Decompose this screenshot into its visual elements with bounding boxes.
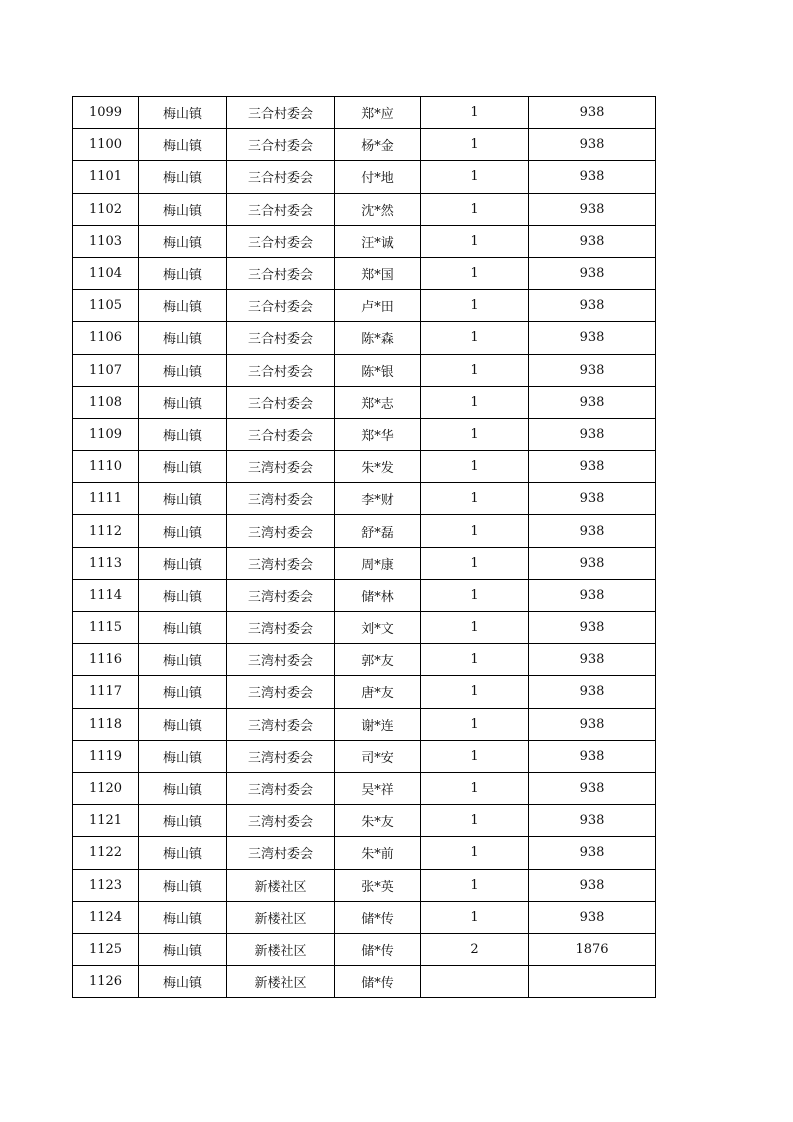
name-cell: 周*康 [335,547,421,579]
count-cell: 1 [421,676,529,708]
row-number-cell: 1114 [73,579,139,611]
table-row [73,322,656,354]
row-number-cell: 1125 [73,933,139,965]
row-number-cell: 1122 [73,837,139,869]
village-cell: 三湾村委会 [227,837,335,869]
village-cell: 新楼社区 [227,901,335,933]
village-cell: 三合村委会 [227,97,335,129]
table-row [73,257,656,289]
amount-cell: 1876 [529,933,656,965]
town-cell: 梅山镇 [139,257,227,289]
table-row [73,483,656,515]
amount-cell: 938 [529,515,656,547]
name-cell: 谢*连 [335,708,421,740]
table-row [73,386,656,418]
row-number-cell: 1105 [73,290,139,322]
village-cell: 三合村委会 [227,354,335,386]
row-number-cell: 1118 [73,708,139,740]
name-cell: 储*传 [335,966,421,998]
town-cell: 梅山镇 [139,612,227,644]
count-cell: 2 [421,933,529,965]
town-cell: 梅山镇 [139,933,227,965]
table-row [73,547,656,579]
row-number-cell: 1117 [73,676,139,708]
amount-cell: 938 [529,322,656,354]
table-row [73,418,656,450]
table-row [73,290,656,322]
village-cell: 三湾村委会 [227,644,335,676]
count-cell: 1 [421,129,529,161]
count-cell: 1 [421,322,529,354]
row-number-cell: 1126 [73,966,139,998]
town-cell: 梅山镇 [139,129,227,161]
beneficiary-table [72,96,656,998]
name-cell: 朱*友 [335,805,421,837]
town-cell: 梅山镇 [139,837,227,869]
count-cell: 1 [421,483,529,515]
village-cell: 三合村委会 [227,161,335,193]
table-row [73,869,656,901]
amount-cell: 938 [529,708,656,740]
count-cell: 1 [421,869,529,901]
name-cell: 张*英 [335,869,421,901]
row-number-cell: 1099 [73,97,139,129]
name-cell: 司*安 [335,740,421,772]
table-row [73,805,656,837]
town-cell: 梅山镇 [139,354,227,386]
town-cell: 梅山镇 [139,708,227,740]
name-cell: 唐*友 [335,676,421,708]
village-cell: 三合村委会 [227,418,335,450]
amount-cell: 938 [529,225,656,257]
town-cell: 梅山镇 [139,740,227,772]
amount-cell: 938 [529,386,656,418]
count-cell: 1 [421,225,529,257]
table-row [73,837,656,869]
village-cell: 三湾村委会 [227,708,335,740]
table-body [73,97,656,998]
amount-cell: 938 [529,805,656,837]
village-cell: 三湾村委会 [227,483,335,515]
town-cell: 梅山镇 [139,547,227,579]
name-cell: 刘*文 [335,612,421,644]
amount-cell: 938 [529,869,656,901]
count-cell: 1 [421,740,529,772]
row-number-cell: 1100 [73,129,139,161]
row-number-cell: 1120 [73,772,139,804]
name-cell: 吴*祥 [335,772,421,804]
village-cell: 三合村委会 [227,257,335,289]
village-cell: 三湾村委会 [227,805,335,837]
count-cell: 1 [421,193,529,225]
table-row [73,579,656,611]
town-cell: 梅山镇 [139,451,227,483]
name-cell: 郑*华 [335,418,421,450]
table-row [73,772,656,804]
name-cell: 付*地 [335,161,421,193]
amount-cell: 938 [529,837,656,869]
village-cell: 三湾村委会 [227,740,335,772]
amount-cell: 938 [529,676,656,708]
count-cell: 1 [421,644,529,676]
count-cell: 1 [421,354,529,386]
count-cell: 1 [421,547,529,579]
amount-cell: 938 [529,354,656,386]
count-cell: 1 [421,161,529,193]
table-row [73,612,656,644]
amount-cell: 938 [529,740,656,772]
town-cell: 梅山镇 [139,161,227,193]
village-cell: 三湾村委会 [227,579,335,611]
name-cell: 沈*然 [335,193,421,225]
town-cell: 梅山镇 [139,418,227,450]
count-cell: 1 [421,837,529,869]
amount-cell: 938 [529,451,656,483]
village-cell: 三合村委会 [227,322,335,354]
row-number-cell: 1119 [73,740,139,772]
count-cell: 1 [421,708,529,740]
village-cell: 新楼社区 [227,869,335,901]
amount-cell: 938 [529,901,656,933]
count-cell: 1 [421,515,529,547]
count-cell: 1 [421,418,529,450]
row-number-cell: 1124 [73,901,139,933]
name-cell: 朱*前 [335,837,421,869]
village-cell: 新楼社区 [227,966,335,998]
table-row [73,161,656,193]
name-cell: 郑*应 [335,97,421,129]
amount-cell: 938 [529,193,656,225]
count-cell: 1 [421,612,529,644]
row-number-cell: 1110 [73,451,139,483]
village-cell: 三湾村委会 [227,451,335,483]
row-number-cell: 1106 [73,322,139,354]
count-cell: 1 [421,772,529,804]
row-number-cell: 1113 [73,547,139,579]
count-cell: 1 [421,97,529,129]
name-cell: 储*林 [335,579,421,611]
table-row [73,354,656,386]
town-cell: 梅山镇 [139,772,227,804]
town-cell: 梅山镇 [139,225,227,257]
amount-cell: 938 [529,418,656,450]
count-cell: 1 [421,386,529,418]
table-row [73,933,656,965]
amount-cell: 938 [529,161,656,193]
name-cell: 朱*发 [335,451,421,483]
town-cell: 梅山镇 [139,515,227,547]
count-cell: 1 [421,257,529,289]
row-number-cell: 1116 [73,644,139,676]
town-cell: 梅山镇 [139,193,227,225]
row-number-cell: 1123 [73,869,139,901]
town-cell: 梅山镇 [139,290,227,322]
town-cell: 梅山镇 [139,805,227,837]
row-number-cell: 1104 [73,257,139,289]
table-row [73,644,656,676]
town-cell: 梅山镇 [139,483,227,515]
amount-cell: 938 [529,97,656,129]
table-row [73,901,656,933]
row-number-cell: 1101 [73,161,139,193]
row-number-cell: 1115 [73,612,139,644]
row-number-cell: 1102 [73,193,139,225]
village-cell: 三湾村委会 [227,772,335,804]
row-number-cell: 1108 [73,386,139,418]
count-cell: 1 [421,290,529,322]
village-cell: 三合村委会 [227,386,335,418]
amount-cell: 938 [529,612,656,644]
table-row [73,97,656,129]
amount-cell [529,966,656,998]
name-cell: 李*财 [335,483,421,515]
village-cell: 三湾村委会 [227,612,335,644]
name-cell: 汪*诚 [335,225,421,257]
table-row [73,740,656,772]
amount-cell: 938 [529,579,656,611]
amount-cell: 938 [529,290,656,322]
town-cell: 梅山镇 [139,97,227,129]
name-cell: 储*传 [335,901,421,933]
table-row [73,515,656,547]
town-cell: 梅山镇 [139,676,227,708]
town-cell: 梅山镇 [139,386,227,418]
table-row [73,676,656,708]
table-row [73,129,656,161]
town-cell: 梅山镇 [139,644,227,676]
village-cell: 三湾村委会 [227,515,335,547]
village-cell: 三合村委会 [227,129,335,161]
count-cell: 1 [421,451,529,483]
row-number-cell: 1103 [73,225,139,257]
name-cell: 陈*银 [335,354,421,386]
amount-cell: 938 [529,129,656,161]
village-cell: 三合村委会 [227,290,335,322]
count-cell: 1 [421,579,529,611]
name-cell: 卢*田 [335,290,421,322]
row-number-cell: 1121 [73,805,139,837]
name-cell: 郑*志 [335,386,421,418]
town-cell: 梅山镇 [139,869,227,901]
amount-cell: 938 [529,772,656,804]
row-number-cell: 1111 [73,483,139,515]
table-row [73,708,656,740]
amount-cell: 938 [529,483,656,515]
name-cell: 陈*森 [335,322,421,354]
row-number-cell: 1107 [73,354,139,386]
count-cell: 1 [421,901,529,933]
table-row [73,451,656,483]
village-cell: 三合村委会 [227,193,335,225]
name-cell: 郭*友 [335,644,421,676]
count-cell: 1 [421,805,529,837]
village-cell: 三湾村委会 [227,547,335,579]
village-cell: 三合村委会 [227,225,335,257]
table-row [73,193,656,225]
name-cell: 郑*国 [335,257,421,289]
name-cell: 储*传 [335,933,421,965]
amount-cell: 938 [529,644,656,676]
town-cell: 梅山镇 [139,579,227,611]
name-cell: 舒*磊 [335,515,421,547]
row-number-cell: 1112 [73,515,139,547]
amount-cell: 938 [529,257,656,289]
town-cell: 梅山镇 [139,966,227,998]
row-number-cell: 1109 [73,418,139,450]
table-row [73,966,656,998]
name-cell: 杨*金 [335,129,421,161]
village-cell: 三湾村委会 [227,676,335,708]
table-row [73,225,656,257]
town-cell: 梅山镇 [139,901,227,933]
count-cell [421,966,529,998]
town-cell: 梅山镇 [139,322,227,354]
village-cell: 新楼社区 [227,933,335,965]
amount-cell: 938 [529,547,656,579]
